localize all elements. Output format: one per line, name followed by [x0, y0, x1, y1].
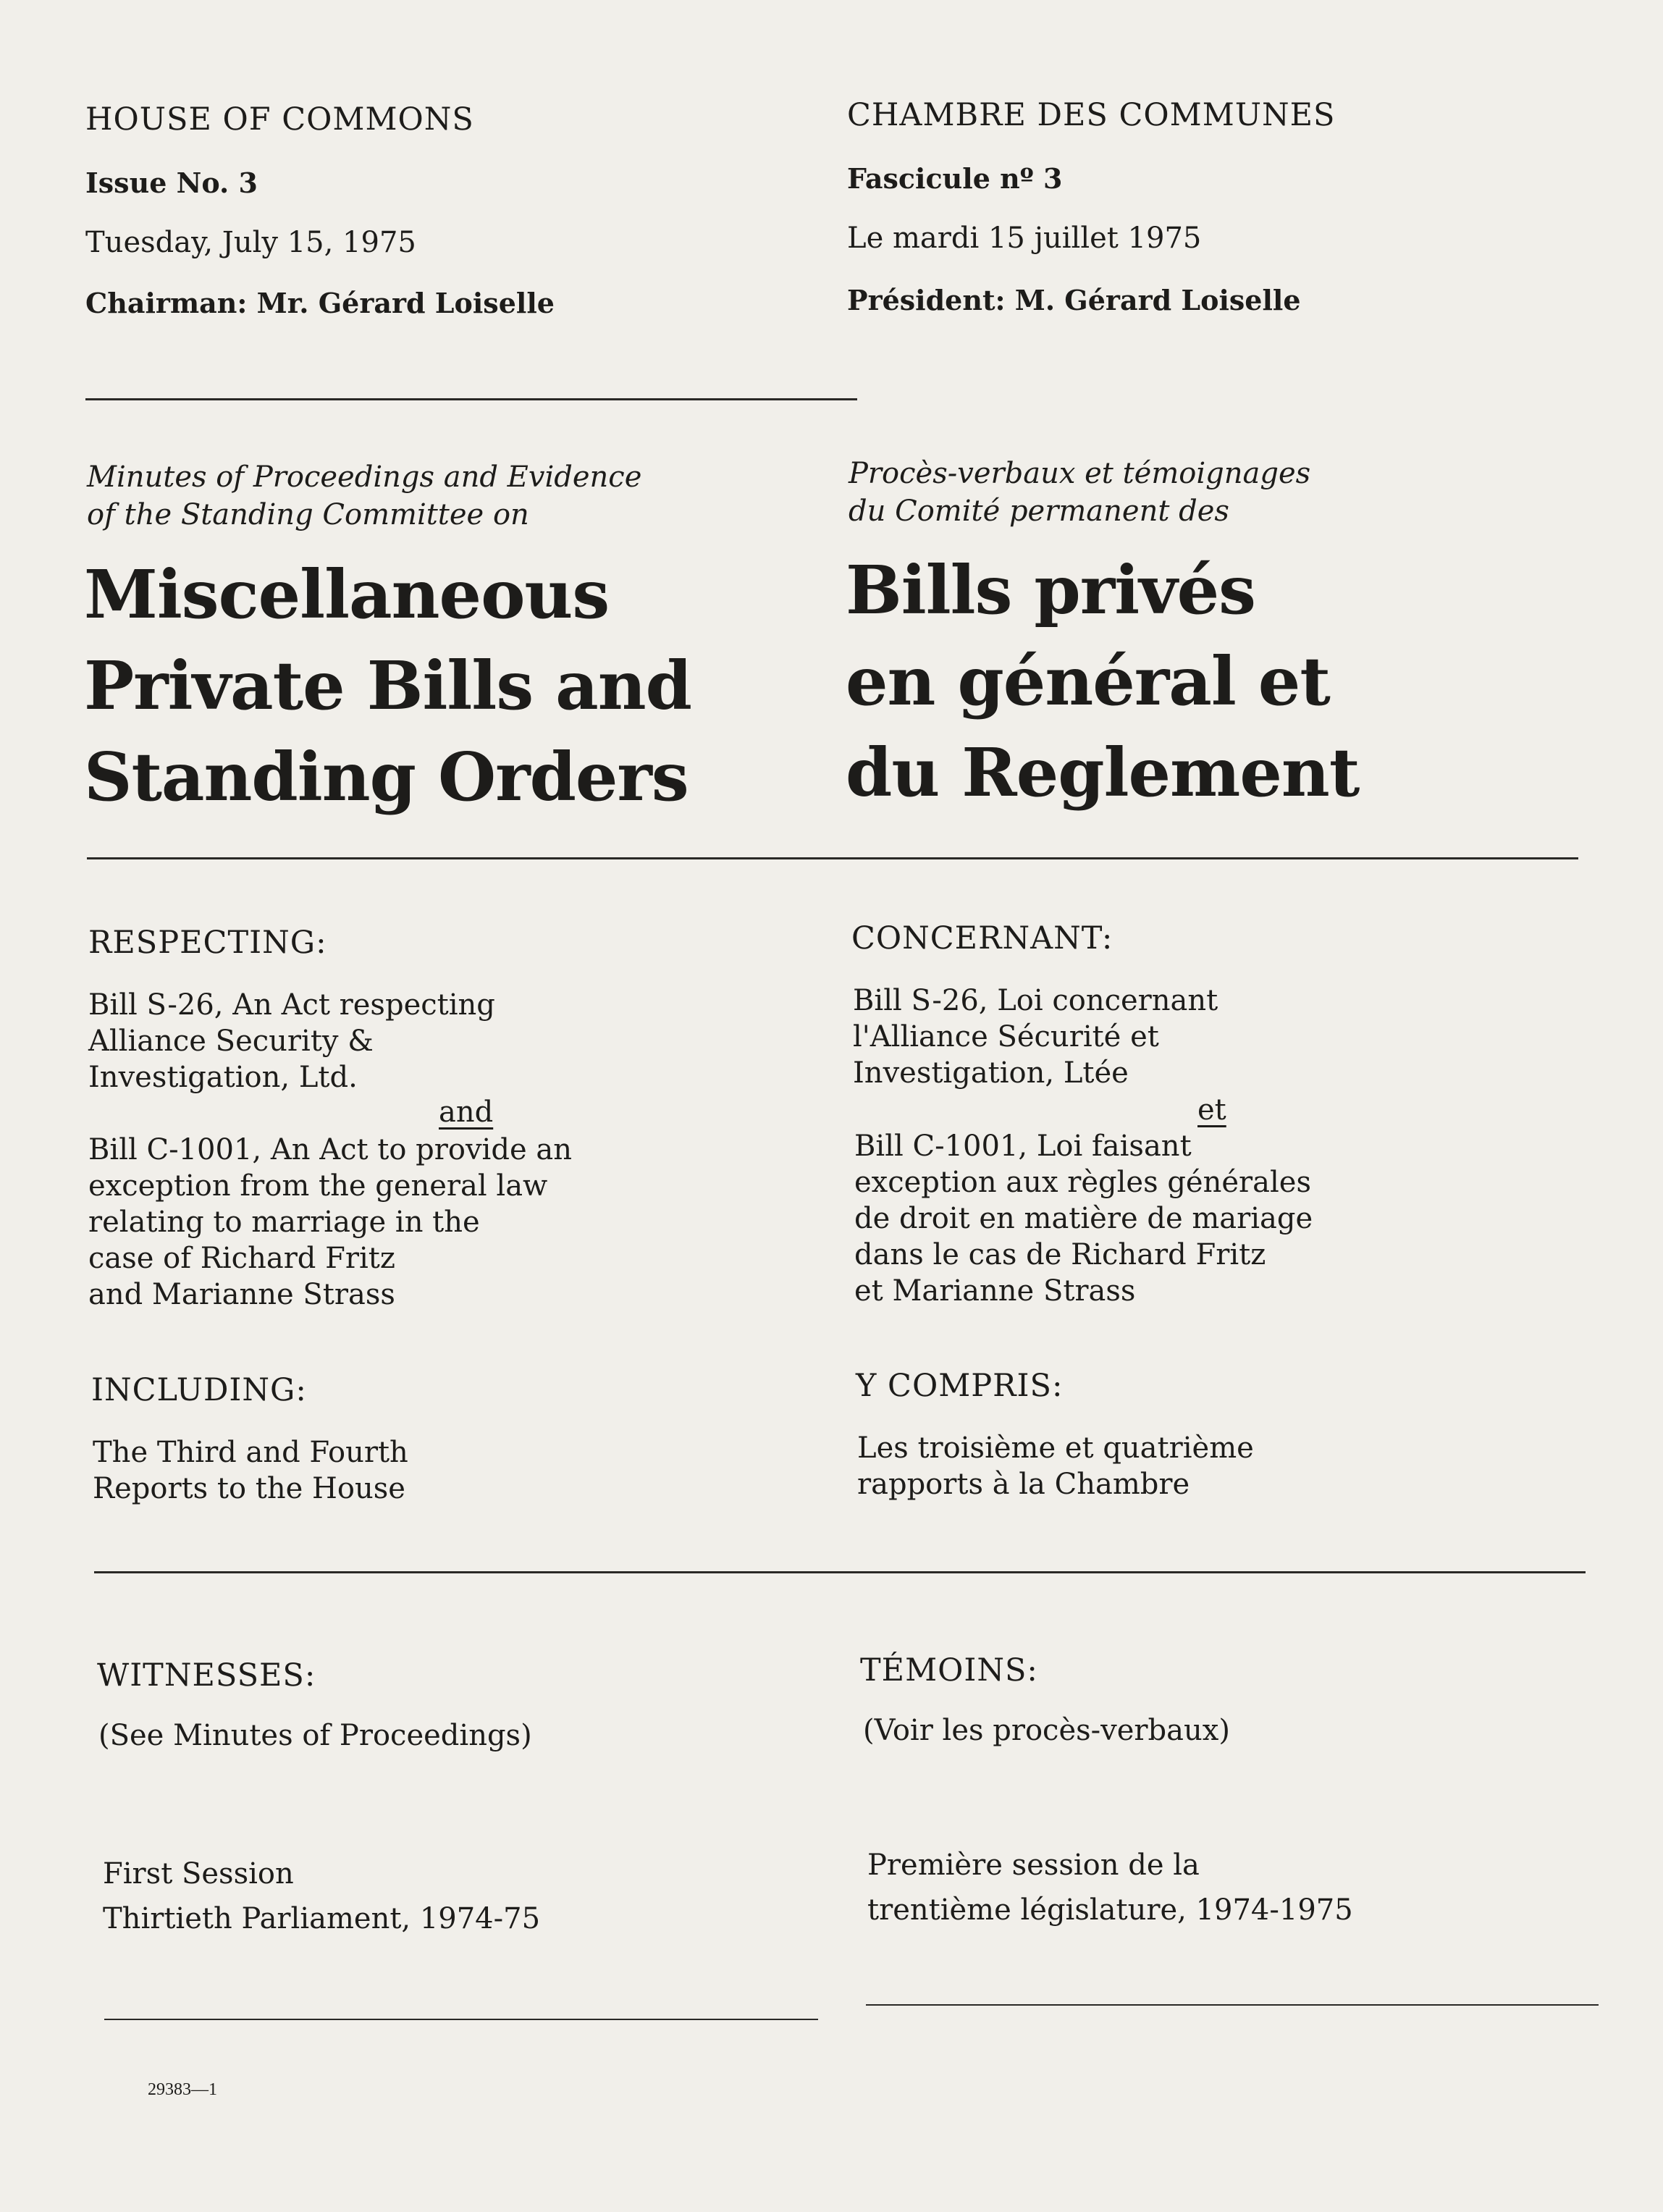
- committee-title-line: Bills privés: [846, 551, 1255, 629]
- bill-c1001-fr: [854, 1128, 1313, 1309]
- issue-number-fr: Fascicule nº 3: [847, 162, 1063, 195]
- bill-line: Alliance Security &: [88, 1025, 374, 1058]
- including-line: The Third and Fourth: [93, 1436, 408, 1469]
- committee-title-en: [84, 549, 691, 823]
- witnesses-label-fr: TÉMOINS:: [860, 1652, 1038, 1689]
- including-divider: [94, 1571, 1586, 1573]
- bill-line: case of Richard Fritz: [88, 1242, 395, 1275]
- minutes-heading-en: [87, 458, 641, 534]
- committee-title-line: en général et: [846, 642, 1330, 720]
- minutes-heading-fr: [849, 455, 1310, 530]
- session-line: Thirtieth Parliament, 1974-75: [103, 1902, 541, 1935]
- including-text-fr: [857, 1430, 1254, 1502]
- bill-line: Investigation, Ltd.: [88, 1061, 358, 1094]
- bill-line: et Marianne Strass: [854, 1274, 1136, 1308]
- session-line: trentième législature, 1974-1975: [867, 1893, 1353, 1927]
- house-title-fr: CHAMBRE DES COMMUNES: [847, 97, 1336, 133]
- session-fr: [867, 1843, 1353, 1933]
- minutes-line: Minutes of Proceedings and Evidence: [87, 461, 642, 494]
- chairman-fr: Président: M. Gérard Loiselle: [847, 284, 1301, 316]
- bill-line: Bill S-26, An Act respecting: [88, 988, 495, 1022]
- witnesses-label-en: WITNESSES:: [97, 1657, 316, 1694]
- bill-line: and Marianne Strass: [88, 1278, 395, 1311]
- date-en: Tuesday, July 15, 1975: [85, 226, 416, 259]
- bill-line: relating to marriage in the: [88, 1206, 480, 1239]
- bill-line: Bill C-1001, Loi faisant: [854, 1130, 1192, 1163]
- issue-number-en: Issue No. 3: [85, 167, 258, 199]
- committee-title-line: Standing Orders: [84, 738, 689, 816]
- bill-s26-en: [88, 987, 495, 1096]
- bill-line: Bill S-26, Loi concernant: [853, 984, 1218, 1017]
- session-line: First Session: [103, 1857, 294, 1891]
- footer-divider-left: [104, 2019, 818, 2020]
- bill-s26-fr: [853, 983, 1218, 1091]
- respecting-label-en: RESPECTING:: [88, 925, 327, 961]
- date-fr: Le mardi 15 juillet 1975: [847, 222, 1202, 255]
- bill-c1001-en: [88, 1132, 572, 1313]
- conjunction-en: and: [439, 1096, 494, 1129]
- bill-line: de droit en matière de mariage: [854, 1202, 1313, 1235]
- footer-divider-right: [866, 2004, 1599, 2006]
- title-divider: [87, 857, 1578, 859]
- including-line: rapports à la Chambre: [857, 1468, 1190, 1501]
- print-number: 29383—1: [148, 2080, 217, 2099]
- including-label-fr: Y COMPRIS:: [856, 1368, 1064, 1404]
- conjunction-fr: et: [1197, 1093, 1226, 1127]
- bill-line: exception from the general law: [88, 1169, 548, 1203]
- bill-line: exception aux règles générales: [854, 1166, 1311, 1199]
- witnesses-text-fr: (Voir les procès-verbaux): [863, 1714, 1230, 1747]
- minutes-line: du Comité permanent des: [849, 495, 1229, 528]
- minutes-line: Procès-verbaux et témoignages: [849, 457, 1311, 490]
- committee-title-line: Miscellaneous: [84, 555, 610, 634]
- minutes-line: of the Standing Committee on: [87, 498, 529, 531]
- house-title-en: HOUSE OF COMMONS: [85, 101, 474, 138]
- including-text-en: [93, 1434, 408, 1507]
- session-line: Première session de la: [867, 1849, 1200, 1882]
- including-line: Les troisième et quatrième: [857, 1431, 1254, 1465]
- including-line: Reports to the House: [93, 1472, 405, 1505]
- including-label-en: INCLUDING:: [91, 1372, 307, 1408]
- header-divider: [85, 398, 857, 400]
- committee-title-line: Private Bills and: [84, 647, 691, 725]
- committee-title-fr: [846, 544, 1359, 818]
- committee-title-line: du Reglement: [846, 733, 1360, 812]
- bill-line: dans le cas de Richard Fritz: [854, 1238, 1266, 1271]
- bill-line: Bill C-1001, An Act to provide an: [88, 1133, 572, 1166]
- chairman-en: Chairman: Mr. Gérard Loiselle: [85, 287, 555, 319]
- session-en: [103, 1851, 540, 1941]
- bill-line: l'Alliance Sécurité et: [853, 1020, 1159, 1054]
- bill-line: Investigation, Ltée: [853, 1056, 1129, 1090]
- witnesses-text-en: (See Minutes of Proceedings): [98, 1719, 532, 1752]
- respecting-label-fr: CONCERNANT:: [851, 920, 1113, 956]
